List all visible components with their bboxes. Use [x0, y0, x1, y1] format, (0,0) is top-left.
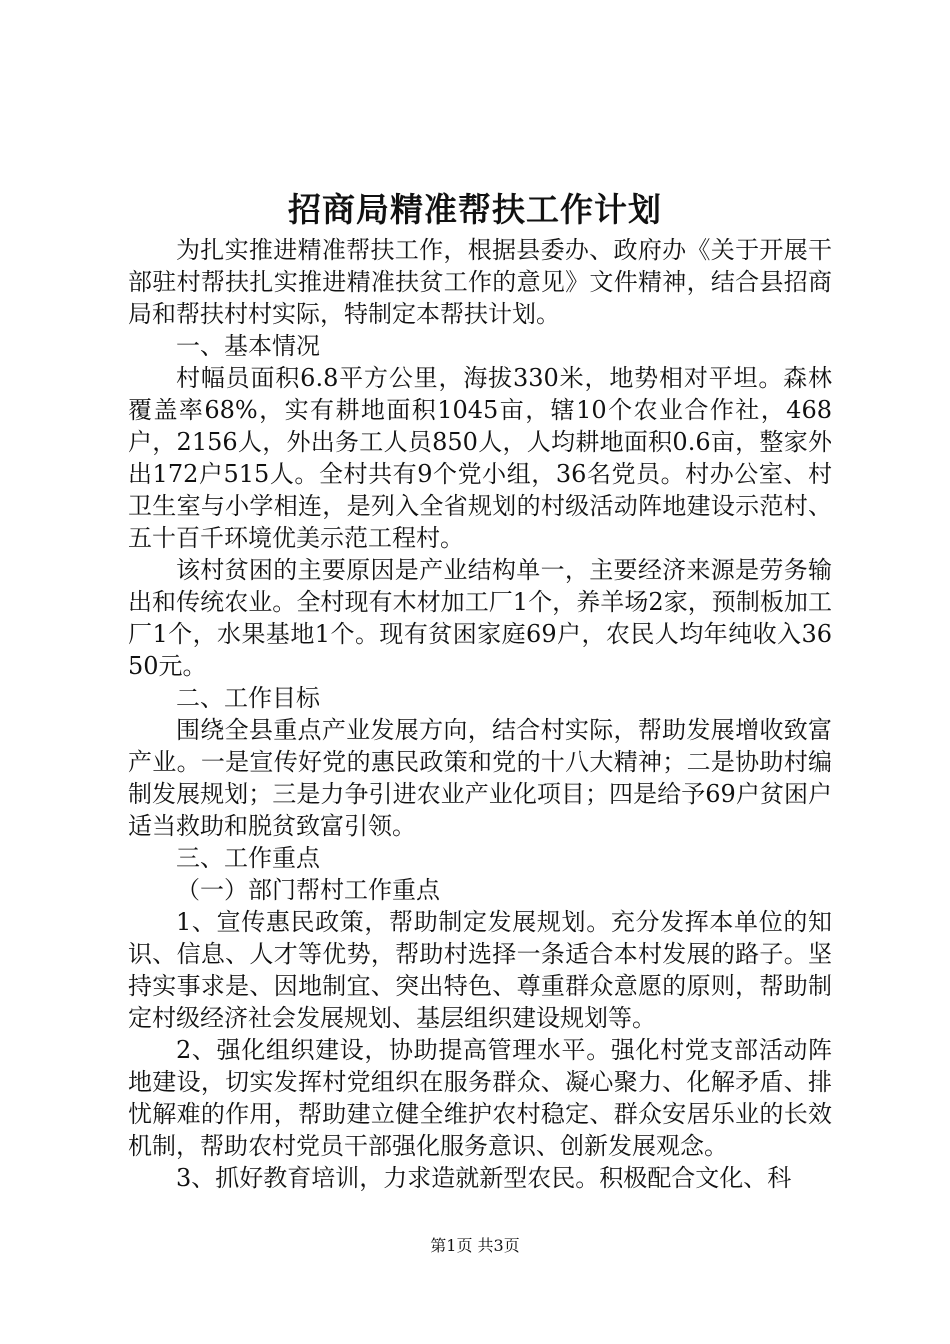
- document-title: 招商局精准帮扶工作计划: [288, 190, 662, 229]
- section-heading-work-goals: 二、工作目标: [176, 684, 320, 712]
- poverty-cause-paragraph: 该村贫困的主要原因是产业结构单一，主要经济来源是劳务输出和传统农业。全村现有木材加工厂1个，养羊场2家，预制板加工厂1个，水果基地1个。现有贫困家庭69户，农民人均年纯收入3650元。: [128, 556, 832, 680]
- section-heading-work-focus: 三、工作重点: [176, 844, 320, 872]
- focus-item-1-paragraph: 1、宣传惠民政策，帮助制定发展规划。充分发挥本单位的知识、信息、人才等优势，帮助村选择一条适合本村发展的路子。坚持实事求是、因地制宜、突出特色、尊重群众意愿的原则，帮助制定村级经济社会发展规划、基层组织建设规划等。: [128, 908, 832, 1032]
- page-indicator: 第1页 共3页: [430, 1236, 520, 1255]
- page-footer: [0, 1235, 950, 1257]
- section-heading-basic-situation: 一、基本情况: [176, 332, 320, 360]
- work-goals-paragraph: 围绕全县重点产业发展方向，结合村实际，帮助发展增收致富产业。一是宣传好党的惠民政策和党的十八大精神；二是协助村编制发展规划；三是力争引进农业产业化项目；四是给予69户贫困户适当救助和脱贫致富引领。: [128, 716, 832, 840]
- focus-item-3-paragraph: 3、抓好教育培训，力求造就新型农民。积极配合文化、科: [176, 1164, 792, 1192]
- intro-paragraph: 为扎实推进精准帮扶工作，根据县委办、政府办《关于开展干部驻村帮扶扎实推进精准扶贫工作的意见》文件精神，结合县招商局和帮扶村村实际，特制定本帮扶计划。: [128, 236, 832, 328]
- focus-item-2-paragraph: 2、强化组织建设，协助提高管理水平。强化村党支部活动阵地建设，切实发挥村党组织在服务群众、凝心聚力、化解矛盾、排忧解难的作用，帮助建立健全维护农村稳定、群众安居乐业的长效机制，帮助农村党员干部强化服务意识、创新发展观念。: [128, 1036, 832, 1160]
- subsection-heading-department-focus: （一）部门帮村工作重点: [176, 876, 440, 904]
- basic-situation-paragraph: 村幅员面积6.8平方公里，海拔330米，地势相对平坦。森林覆盖率68%，实有耕地面积1045亩，辖10个农业合作社，468户，2156人，外出务工人员850人，人均耕地面积0.6亩，整家外出172户515人。全村共有9个党小组，36名党员。村办公室、村卫生室与小学相连，是列入全省规划的村级活动阵地建设示范村、五十百千环境优美示范工程村。: [128, 364, 832, 552]
- document-body: [128, 234, 832, 1194]
